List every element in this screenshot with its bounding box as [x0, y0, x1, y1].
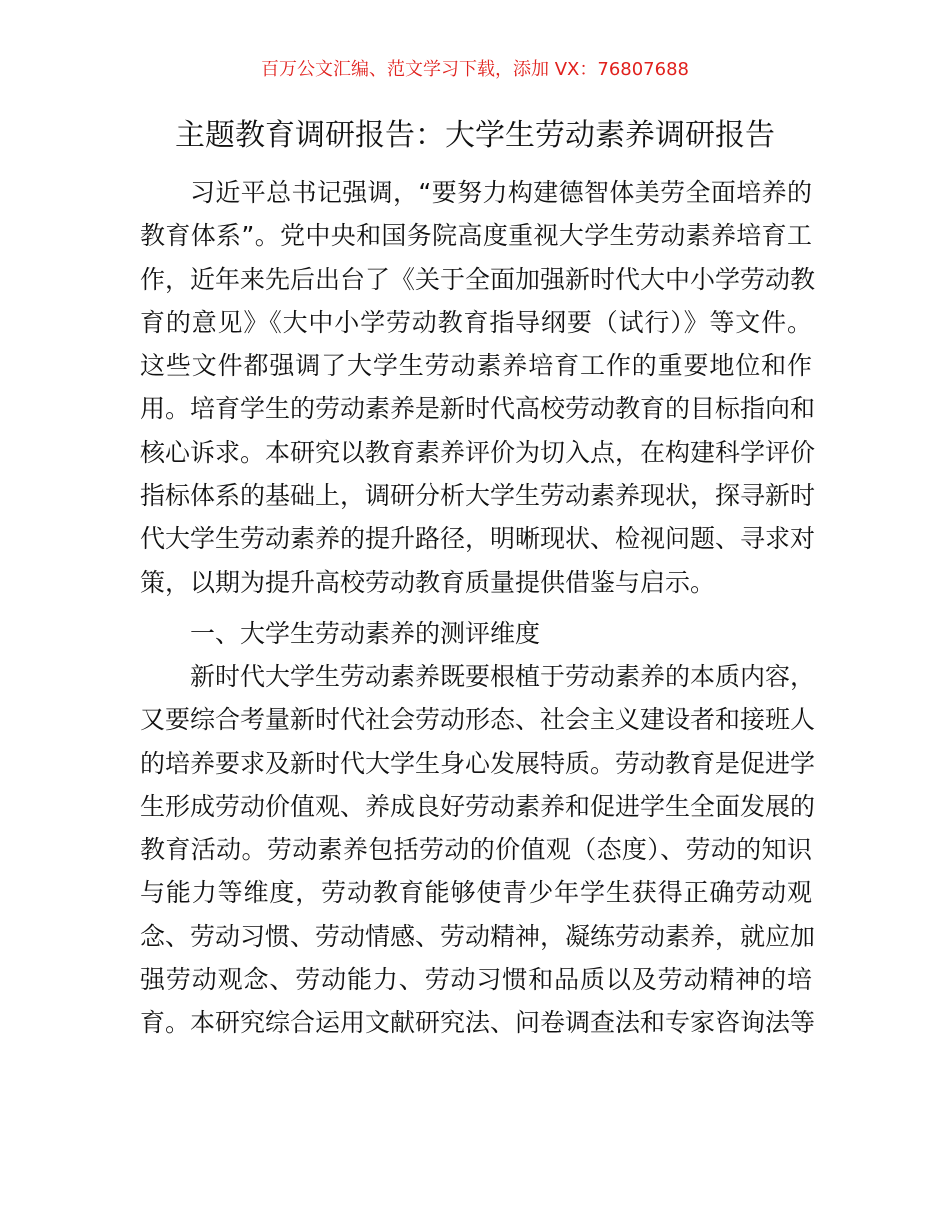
watermark-banner: 百万公文汇编、范文学习下载，添加 VX：76807688 [261, 59, 689, 80]
paragraph-line: 又要综合考量新时代社会劳动形态、社会主义建设者和接班人 [140, 705, 816, 735]
paragraph-line: 育的意见》《大中小学劳动教育指导纲要（试行）》等文件。 [140, 307, 812, 337]
paragraph-line: 代大学生劳动素养的提升路径，明晰现状、检视问题、寻求对 [140, 524, 816, 554]
paragraph-line: 策，以期为提升高校劳动教育质量提供借鉴与启示。 [140, 567, 716, 597]
paragraph-line: 核心诉求。本研究以教育素养评价为切入点，在构建科学评价 [140, 437, 816, 467]
paragraph-line: 育。本研究综合运用文献研究法、问卷调查法和专家咨询法等 [140, 1008, 816, 1038]
paragraph-dimensions [140, 655, 816, 1045]
section-heading: 一、大学生劳动素养的测评维度 [190, 619, 541, 648]
paragraph-line: 与能力等维度，劳动教育能够使青少年学生获得正确劳动观 [140, 878, 812, 908]
paragraph-line: 这些文件都强调了大学生劳动素养培育工作的重要地位和作 [140, 351, 812, 381]
paragraph-line: 教育活动。劳动素养包括劳动的价值观（态度）、劳动的知识 [140, 835, 812, 865]
paragraph-line: 生形成劳动价值观、养成良好劳动素养和促进学生全面发展的 [140, 791, 816, 821]
paragraph-intro [140, 171, 816, 604]
paragraph-line: 新时代大学生劳动素养既要根植于劳动素养的本质内容， [190, 662, 816, 691]
paragraph-line: 作，近年来先后出台了《关于全面加强新时代大中小学劳动教 [140, 264, 816, 294]
paragraph-line: 教育体系”。党中央和国务院高度重视大学生劳动素养培育工 [140, 221, 812, 251]
paragraph-line: 念、劳动习惯、劳动情感、劳动精神，凝练劳动素养，就应加 [140, 921, 816, 951]
document-title: 主题教育调研报告：大学生劳动素养调研报告 [175, 118, 775, 153]
paragraph-line: 的培养要求及新时代大学生身心发展特质。劳动教育是促进学 [140, 748, 816, 778]
paragraph-line: 指标体系的基础上，调研分析大学生劳动素养现状，探寻新时 [140, 481, 816, 511]
paragraph-line: 强劳动观念、劳动能力、劳动习惯和品质以及劳动精神的培 [140, 965, 812, 995]
paragraph-line: 用。培育学生的劳动素养是新时代高校劳动教育的目标指向和 [140, 394, 816, 424]
paragraph-line: 习近平总书记强调，“要努力构建德智体美劳全面培养的 [190, 178, 812, 207]
